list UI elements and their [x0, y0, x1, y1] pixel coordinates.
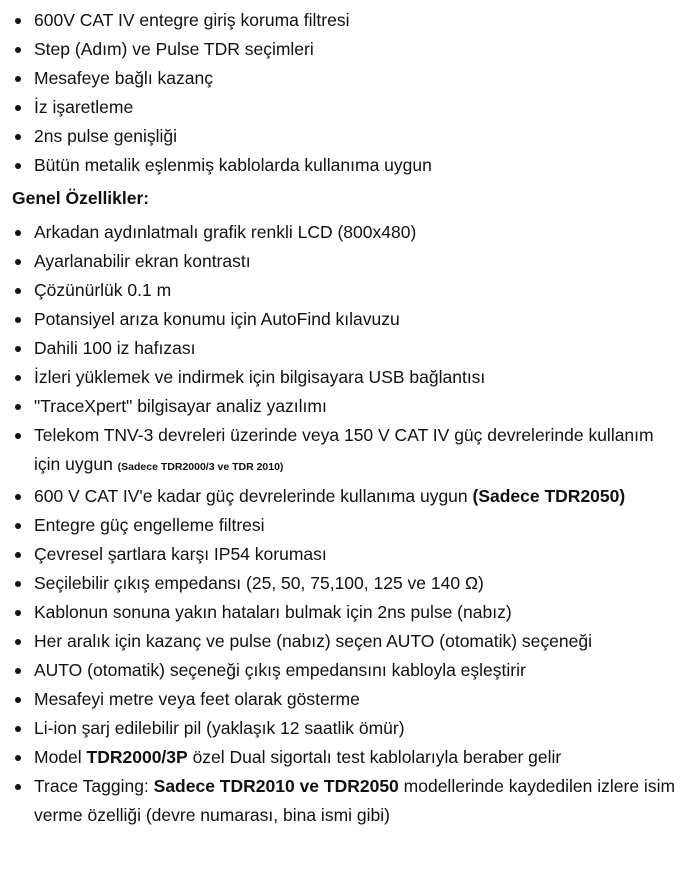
item-text: Telekom TNV-3 devreleri üzerinde veya 150 V CAT IV güç devrelerinde kullanım için uygun: [34, 425, 654, 474]
model-note: (Sadece TDR2050): [472, 486, 626, 506]
list-item: Li-ion şarj edilebilir pil (yaklaşık 12 saatlik ömür): [12, 714, 680, 743]
list-item: AUTO (otomatik) seçeneği çıkış empedansını kabloyla eşleştirir: [12, 656, 680, 685]
list-item: 600V CAT IV entegre giriş koruma filtresi: [12, 6, 680, 35]
list-item: Ayarlanabilir ekran kontrastı: [12, 247, 680, 276]
list-item: Mesafeyi metre veya feet olarak gösterme: [12, 685, 680, 714]
list-item: Kablonun sonuna yakın hataları bulmak için 2ns pulse (nabız): [12, 598, 680, 627]
item-text: modellerinde kaydedilen izlere isim verme özelliği (devre numarası, bina ismi gibi): [34, 776, 676, 825]
list-item: "TraceXpert" bilgisayar analiz yazılımı: [12, 392, 680, 421]
general-features-list: [12, 218, 680, 830]
list-item: Dahili 100 iz hafızası: [12, 334, 680, 363]
item-text: 600 V CAT IV'e kadar güç devrelerinde kullanıma uygun: [34, 486, 473, 506]
model-name: Sadece TDR2010 ve TDR2050: [153, 776, 399, 796]
item-text: Trace Tagging:: [34, 776, 154, 796]
list-item: Bütün metalik eşlenmiş kablolarda kullanıma uygun: [12, 151, 680, 180]
item-text: özel Dual sigortalı test kablolarıyla beraber gelir: [187, 747, 562, 767]
list-item: 2ns pulse genişliği: [12, 122, 680, 151]
list-item: Çözünürlük 0.1 m: [12, 276, 680, 305]
model-note: (Sadece TDR2000/3 ve TDR 2010): [117, 461, 284, 473]
list-item: Potansiyel arıza konumu için AutoFind kılavuzu: [12, 305, 680, 334]
list-item: Step (Adım) ve Pulse TDR seçimleri: [12, 35, 680, 64]
list-item: İzleri yüklemek ve indirmek için bilgisayara USB bağlantısı: [12, 363, 680, 392]
top-feature-list: [12, 6, 680, 180]
list-item: İz işaretleme: [12, 93, 680, 122]
list-item: Arkadan aydınlatmalı grafik renkli LCD (800x480): [12, 218, 680, 247]
list-item: [12, 482, 680, 511]
item-text: Model: [34, 747, 87, 767]
list-item: Entegre güç engelleme filtresi: [12, 511, 680, 540]
section-heading: Genel Özellikler:: [12, 188, 150, 208]
list-item: Seçilebilir çıkış empedansı (25, 50, 75,100, 125 ve 140 Ω): [12, 569, 680, 598]
list-item: [12, 743, 680, 772]
list-item: Her aralık için kazanç ve pulse (nabız) seçen AUTO (otomatik) seçeneği: [12, 627, 680, 656]
model-name: TDR2000/3P: [86, 747, 188, 767]
list-item: Çevresel şartlara karşı IP54 koruması: [12, 540, 680, 569]
list-item: [12, 772, 680, 830]
list-item: Mesafeye bağlı kazanç: [12, 64, 680, 93]
list-item: [12, 421, 680, 482]
